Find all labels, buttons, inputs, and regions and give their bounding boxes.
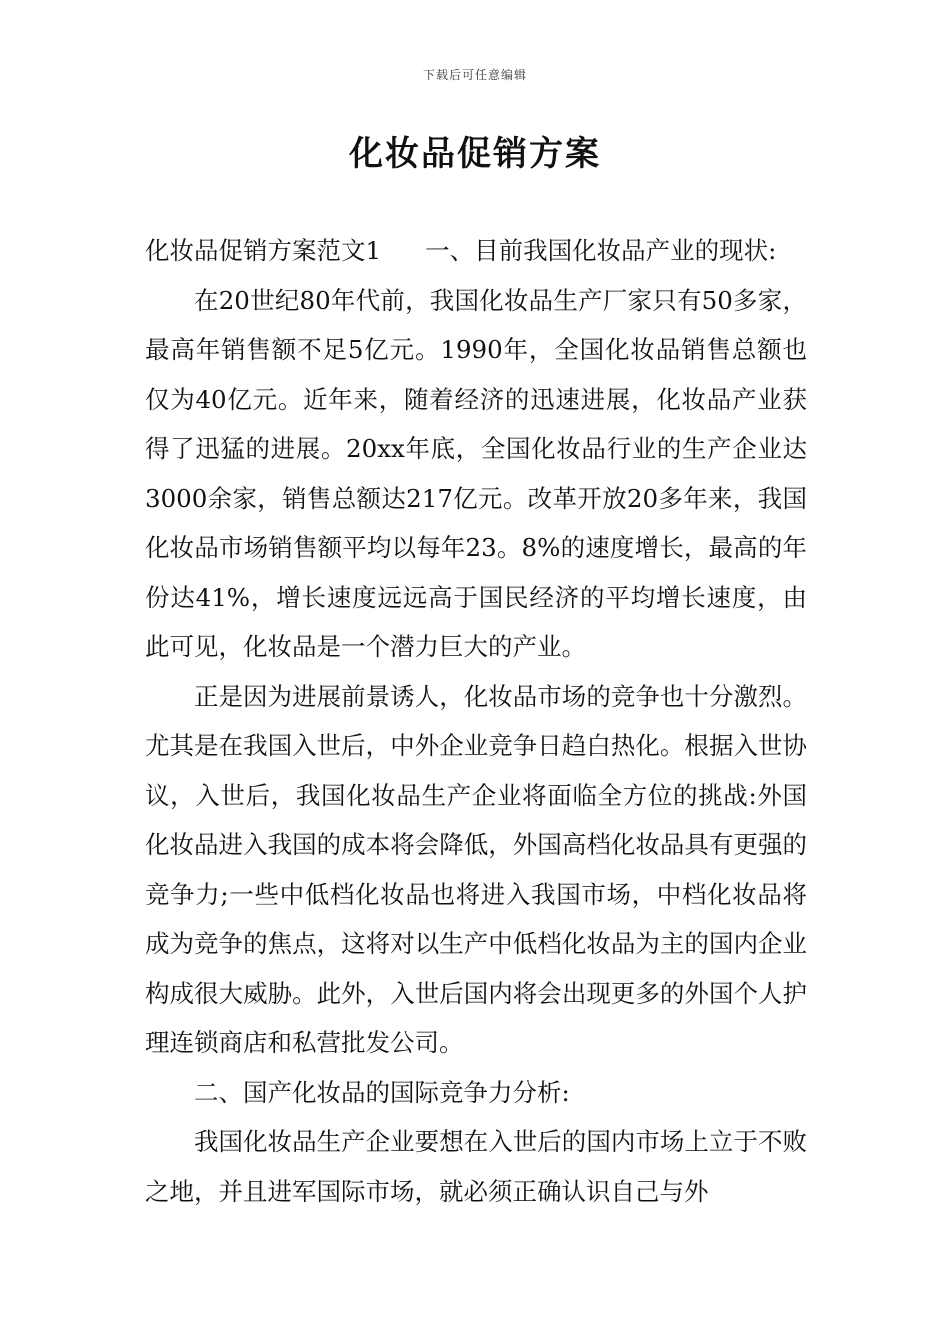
- paragraph-2: 正是因为进展前景诱人，化妆品市场的竞争也十分激烈。尤其是在我国入世后，中外企业竞争日趋白热化。根据入世协议，入世后，我国化妆品生产企业将面临全方位的挑战:外国化妆品进入我国的成本将会降低，外国高档化妆品具有更强的竞争力;一些中低档化妆品也将进入我国市场，中档化妆品将成为竞争的焦点，这将对以生产中低档化妆品为主的国内企业构成很大威胁。此外，入世后国内将会出现更多的外国个人护理连锁商店和私营批发公司。: [145, 681, 807, 1057]
- section2-heading: 二、国产化妆品的国际竞争力分析:: [194, 1077, 570, 1107]
- document-body: [145, 226, 807, 1216]
- paragraph-3: 我国化妆品生产企业要想在入世后的国内市场上立于不败之地，并且进军国际市场，就必须正确认识自己与外: [145, 1127, 807, 1206]
- section1-heading: 一、目前我国化妆品产业的现状:: [425, 236, 777, 265]
- paragraph-1: 在20世纪80年代前，我国化妆品生产厂家只有50多家，最高年销售额不足5亿元。1990年，全国化妆品销售总额也仅为40亿元。近年来，随着经济的迅速进展，化妆品产业获得了迅猛的进展。20xx年底，全国化妆品行业的生产企业达3000余家，销售总额达217亿元。改革开放20多年来，我国化妆品市场销售额平均以每年23。8%的速度增长，最高的年份达41%，增长速度远远高于国民经济的平均增长速度，由此可见，化妆品是一个潜力巨大的产业。: [145, 285, 807, 661]
- document-title: 化妆品促销方案: [349, 134, 601, 174]
- intro-line: [145, 226, 807, 276]
- intro-label: 化妆品促销方案范文1: [145, 236, 382, 265]
- header-note: 下载后可任意编辑: [422, 68, 527, 82]
